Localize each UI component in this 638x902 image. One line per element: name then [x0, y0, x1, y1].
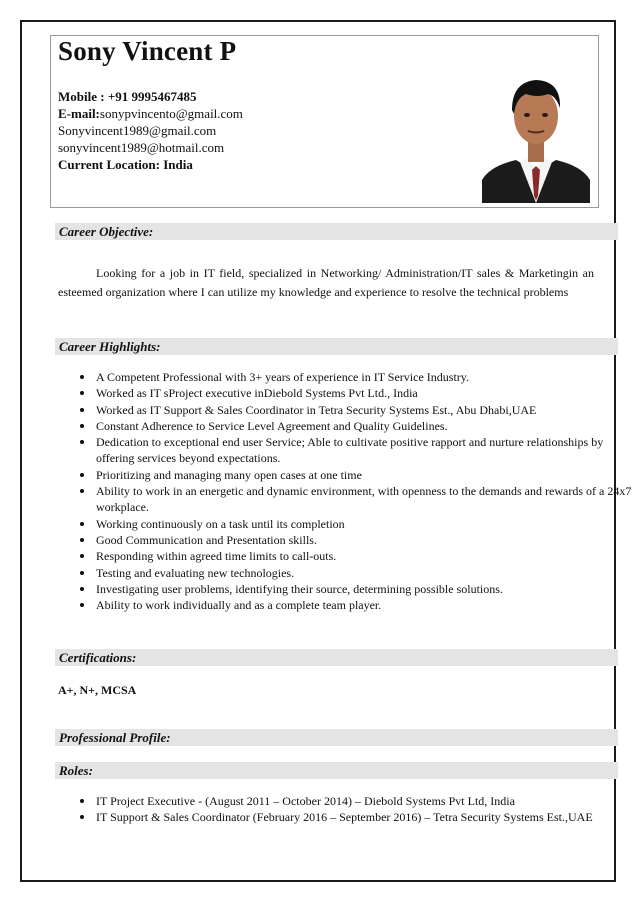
- list-item: A Competent Professional with 3+ years of experience in IT Service Industry.: [96, 369, 634, 385]
- list-item: Constant Adherence to Service Level Agreement and Quality Guidelines.: [96, 418, 634, 434]
- professional-profile-heading: Professional Profile:: [55, 729, 618, 746]
- mobile-label: Mobile :: [58, 89, 108, 104]
- mobile-line: [58, 88, 197, 105]
- alt-email-2: sonyvincent1989@hotmail.com: [58, 140, 225, 155]
- list-item: Worked as IT sProject executive inDiebold Systems Pvt Ltd., India: [96, 385, 634, 401]
- list-item: Working continuously on a task until its completion: [96, 516, 634, 532]
- location-value: India: [163, 157, 193, 172]
- list-item: Dedication to exceptional end user Service; Able to cultivate positive rapport and nurture relationships by offering services beyond expectations.: [96, 434, 634, 467]
- roles-heading: Roles:: [55, 762, 618, 779]
- list-item: Ability to work individually and as a complete team player.: [96, 597, 634, 613]
- list-item: Testing and evaluating new technologies.: [96, 565, 634, 581]
- email-value: sonypvincento@gmail.com: [99, 106, 243, 121]
- certifications-text: A+, N+, MCSA: [58, 683, 137, 697]
- email-line: [58, 105, 243, 122]
- list-item: Good Communication and Presentation skills.: [96, 532, 634, 548]
- career-highlights-heading: Career Highlights:: [55, 338, 618, 355]
- career-objective-body: Looking for a job in IT field, specialized in Networking/ Administration/IT sales & Marketingin an esteemed organization where I can utilize my knowledge and experience to resolve the technical problems: [58, 266, 594, 299]
- alt-email-1: Sonyvincent1989@gmail.com: [58, 123, 217, 138]
- list-item: Responding within agreed time limits to call-outs.: [96, 548, 634, 564]
- list-item: IT Project Executive - (August 2011 – October 2014) – Diebold Systems Pvt Ltd, India: [96, 793, 634, 809]
- list-item: Investigating user problems, identifying their source, determining possible solutions.: [96, 581, 634, 597]
- mobile-value: +91 9995467485: [107, 89, 197, 104]
- email-label: E-mail:: [58, 106, 100, 121]
- location-label: Current Location:: [58, 157, 164, 172]
- profile-photo: [482, 68, 590, 203]
- career-objective-text: [58, 264, 594, 302]
- location-line: [58, 156, 193, 173]
- roles-list: [58, 793, 634, 826]
- list-item: Ability to work in an energetic and dynamic environment, with openness to the demands and rewards of a 24x7 workplace.: [96, 483, 634, 516]
- career-highlights-list: [58, 369, 634, 613]
- list-item: IT Support & Sales Coordinator (February 2016 – September 2016) – Tetra Security Systems Est.,UAE: [96, 809, 634, 825]
- certifications-heading: Certifications:: [55, 649, 618, 666]
- list-item: Prioritizing and managing many open cases at one time: [96, 467, 634, 483]
- candidate-name: Sony Vincent P: [58, 36, 237, 66]
- list-item: Worked as IT Support & Sales Coordinator in Tetra Security Systems Est., Abu Dhabi,UAE: [96, 402, 634, 418]
- career-objective-heading: Career Objective:: [55, 223, 618, 240]
